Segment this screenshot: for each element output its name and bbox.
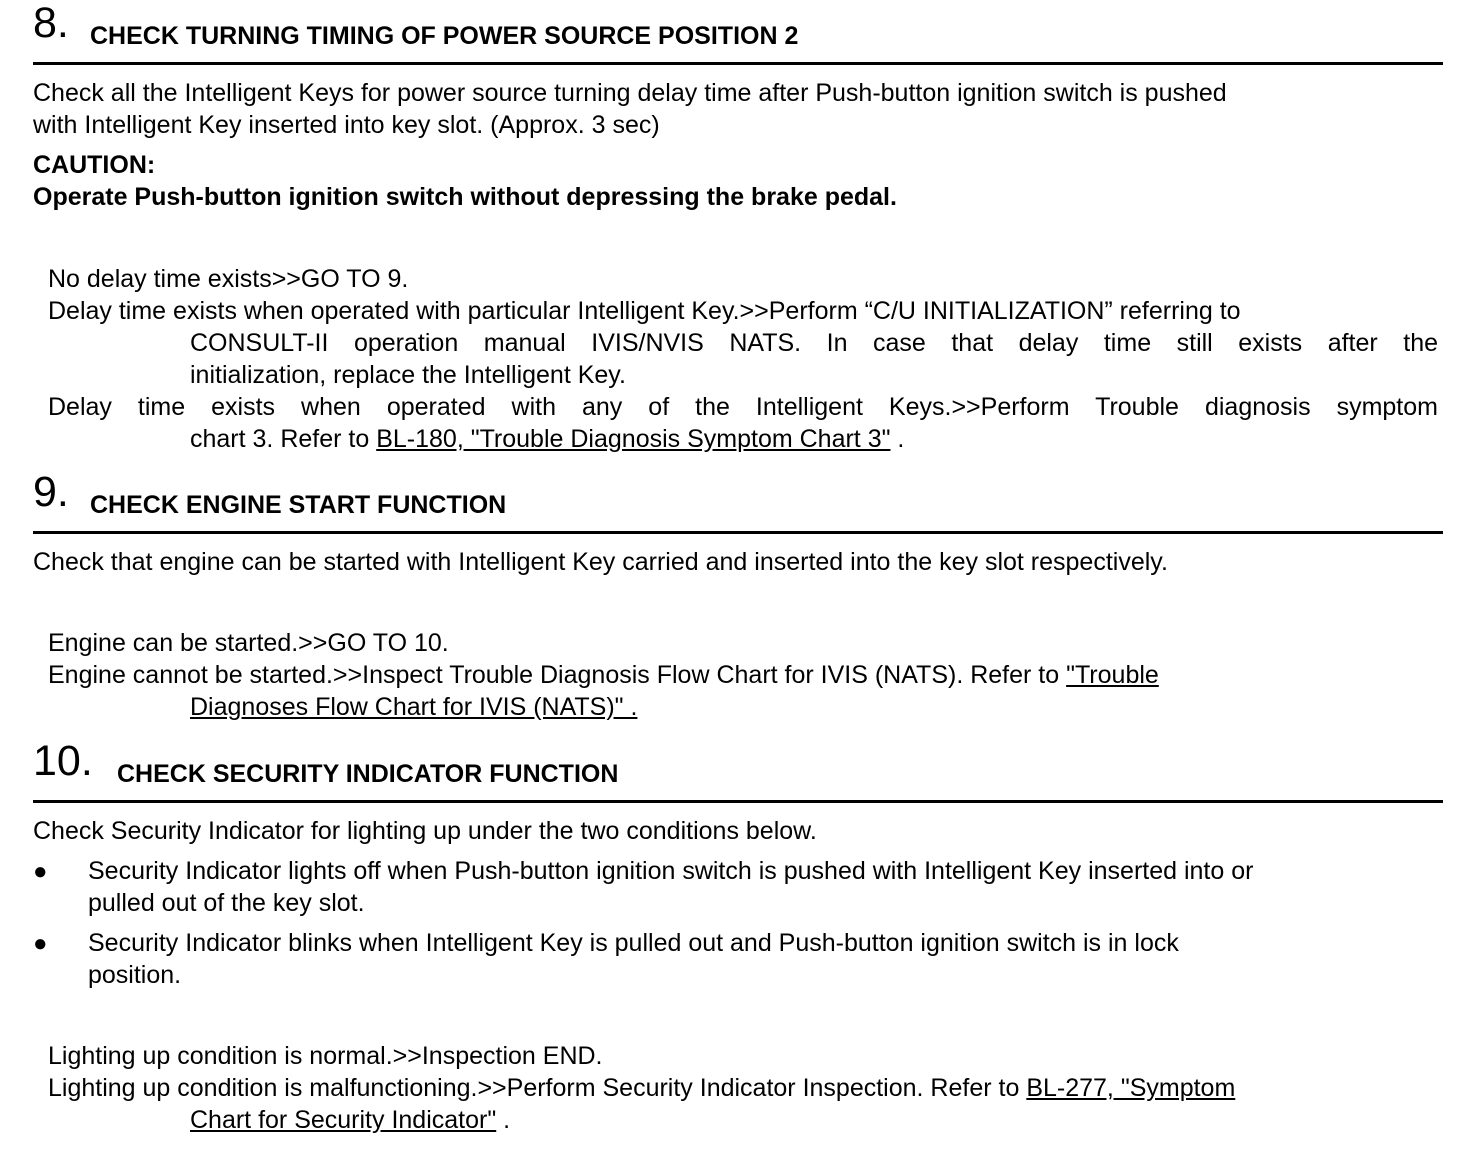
step-8-result-3-line-1: Delay time exists when operated with any of the Intelligent Keys.>>Perform Trouble diagnosis symptom — [48, 393, 1438, 421]
step-8-result-3-line-2 — [190, 423, 1438, 455]
step-10-bullet-2 — [88, 927, 1440, 991]
step-10-title: CHECK SECURITY INDICATOR FUNCTION — [117, 760, 619, 788]
step-10-body: Check Security Indicator for lighting up under the two conditions below. — [33, 817, 817, 845]
bl-277-link-part-2[interactable]: Chart for Security Indicator" — [190, 1106, 497, 1134]
step-9-header — [33, 468, 1443, 534]
step-8-result-2-line-1: Delay time exists when operated with particular Intelligent Key.>>Perform “C/U INITIALIZATION” referring to — [48, 297, 1241, 325]
step-10-result-2-suffix: . — [496, 1106, 511, 1134]
step-9-result-2-line-1 — [48, 659, 1438, 691]
step-9-result-1: Engine can be started.>>GO TO 10. — [48, 629, 449, 657]
bl-180-link[interactable]: BL-180, "Trouble Diagnosis Symptom Chart 3" — [376, 425, 891, 453]
step-8-number: 8. — [33, 0, 69, 47]
caution-text: Operate Push-button ignition switch without depressing the brake pedal. — [33, 183, 897, 211]
ivis-flow-chart-link-part-1[interactable]: "Trouble — [1066, 661, 1159, 689]
step-10-header — [33, 737, 1443, 803]
step-8-body-line-2: with Intelligent Key inserted into key slot. (Approx. 3 sec) — [33, 111, 660, 139]
step-9-heading-bar — [33, 468, 1443, 534]
step-8-body-text-1: Check all the Intelligent Keys for power source turning delay time after Push-button ignition switch is pushed — [33, 79, 1227, 107]
step-8-result-2-line-3: initialization, replace the Intelligent Key. — [190, 361, 626, 389]
bullet-dot-icon: ● — [33, 858, 48, 885]
step-10-result-2-line-1 — [48, 1072, 1438, 1104]
step-10-bullet-2-line-2: position. — [88, 961, 182, 989]
step-10-result-1: Lighting up condition is normal.>>Inspection END. — [48, 1042, 603, 1070]
ivis-flow-chart-link-part-2[interactable]: Diagnoses Flow Chart for IVIS (NATS)" . — [190, 693, 638, 721]
step-8-title: CHECK TURNING TIMING OF POWER SOURCE POSITION 2 — [90, 22, 799, 50]
step-10-number: 10. — [33, 737, 93, 785]
step-8-result-3-prefix: chart 3. Refer to — [190, 425, 377, 453]
bullet-dot-icon: ● — [33, 930, 48, 957]
step-10-bullet-1-line-1: Security Indicator lights off when Push-button ignition switch is pushed with Intelligent Key inserted into or — [88, 857, 1254, 885]
caution-label: CAUTION: — [33, 151, 156, 179]
step-8-result-3-suffix: . — [890, 425, 905, 453]
step-10-bullet-2-line-1: Security Indicator blinks when Intelligent Key is pulled out and Push-button ignition switch is in lock — [88, 929, 1179, 957]
step-9-title: CHECK ENGINE START FUNCTION — [90, 491, 507, 519]
step-9-result-2-prefix: Engine cannot be started.>>Inspect Trouble Diagnosis Flow Chart for IVIS (NATS). Refer to — [48, 661, 1067, 689]
step-10-result-2-line-2 — [190, 1104, 1438, 1136]
bl-277-link-part-1[interactable]: BL-277, "Symptom — [1026, 1074, 1236, 1102]
step-10-bullet-1-line-2: pulled out of the key slot. — [88, 889, 365, 917]
step-10-bullet-1 — [88, 855, 1440, 919]
step-9-number: 9. — [33, 468, 69, 516]
step-10-heading-bar — [33, 737, 1443, 803]
step-9-body: Check that engine can be started with Intelligent Key carried and inserted into the key slot respectively. — [33, 548, 1168, 576]
step-8-result-1: No delay time exists>>GO TO 9. — [48, 265, 409, 293]
step-10-result-2-prefix: Lighting up condition is malfunctioning.>>Perform Security Indicator Inspection. Refer to — [48, 1074, 1027, 1102]
step-8-body-line-1 — [33, 77, 1439, 109]
step-8-result-2-line-2: CONSULT-II operation manual IVIS/NVIS NATS. In case that delay time still exists after the — [190, 329, 1438, 357]
step-8-header — [33, 0, 1443, 65]
step-8-heading-bar — [33, 0, 1443, 65]
step-9-result-2-line-2 — [190, 691, 1438, 723]
